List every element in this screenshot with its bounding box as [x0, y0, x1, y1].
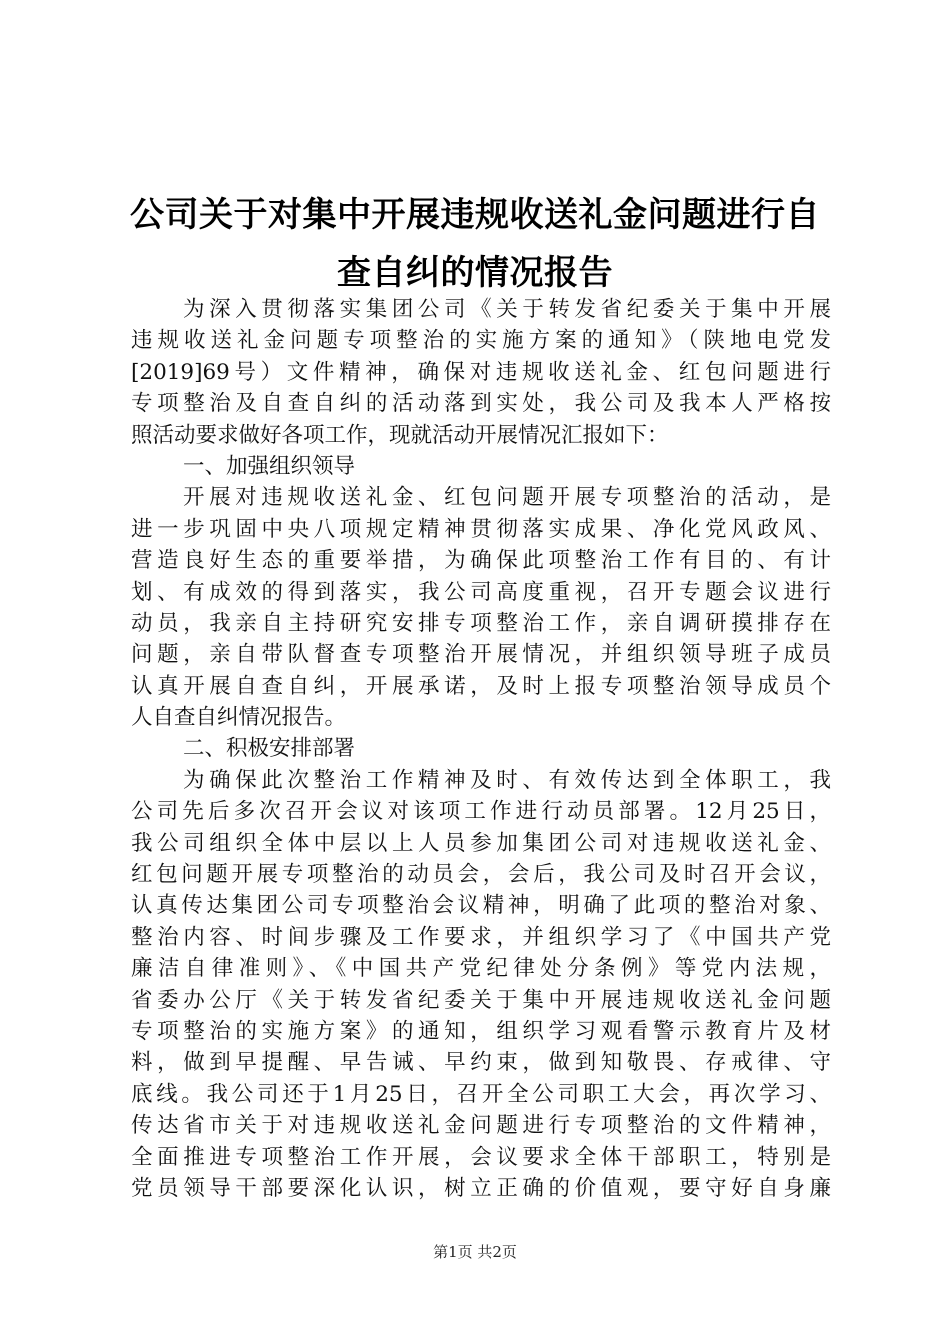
paragraph-line: 进一步巩固中央八项规定精神贯彻落实成果、净化党风政风、 [131, 516, 831, 542]
paragraph-line: 专项整治的实施方案》的通知，组织学习观看警示教育片及材 [131, 1018, 831, 1044]
paragraph-line: 廉洁自律准则》、《中国共产党纪律处分条例》等党内法规， [131, 956, 831, 982]
paragraph-line: 人自查自纠情况报告。 [131, 705, 347, 731]
document-body [131, 294, 831, 1204]
paragraph-line: [2019]69号）文件精神，确保对违规收送礼金、红包问题进行 [131, 359, 831, 385]
paragraph-line: 底线。我公司还于1月25日，召开全公司职工大会，再次学习、 [131, 1081, 831, 1107]
paragraph-line: 整治内容、时间步骤及工作要求，并组织学习了《中国共产党 [131, 924, 831, 950]
paragraph-line: 划、有成效的得到落实，我公司高度重视，召开专题会议进行 [131, 579, 831, 605]
paragraph-line: 开展对违规收送礼金、红包问题开展专项整治的活动，是 [183, 485, 831, 511]
paragraph-line: 全面推进专项整治工作开展，会议要求全体干部职工，特别是 [131, 1144, 831, 1170]
document-title [112, 186, 838, 302]
paragraph-line: 专项整治及自查自纠的活动落到实处，我公司及我本人严格按 [131, 391, 831, 417]
paragraph-line: 党员领导干部要深化认识，树立正确的价值观，要守好自身廉 [131, 1175, 831, 1201]
paragraph-line: 动员，我亲自主持研究安排专项整治工作，亲自调研摸排存在 [131, 610, 831, 636]
paragraph-line: 公司先后多次召开会议对该项工作进行动员部署。12月25日， [131, 799, 831, 825]
paragraph-line: 传达省市关于对违规收送礼金问题进行专项整治的文件精神， [131, 1113, 831, 1139]
paragraph-line: 省委办公厅《关于转发省纪委关于集中开展违规收送礼金问题 [131, 987, 831, 1013]
paragraph-line: 问题，亲自带队督查专项整治开展情况，并组织领导班子成员 [131, 642, 831, 668]
paragraph-line: 红包问题开展专项整治的动员会，会后，我公司及时召开会议， [131, 862, 831, 888]
paragraph-line: 为确保此次整治工作精神及时、有效传达到全体职工，我 [183, 767, 831, 793]
paragraph-line: 照活动要求做好各项工作，现就活动开展情况汇报如下： [131, 422, 669, 448]
title-line-1: 公司关于对集中开展违规收送礼金问题进行自 [130, 195, 820, 235]
section-heading-1: 一、加强组织领导 [183, 453, 356, 479]
paragraph-line: 料，做到早提醒、早告诫、早约束，做到知敬畏、存戒律、守 [131, 1050, 831, 1076]
title-line-2: 查自纠的情况报告 [337, 253, 613, 293]
paragraph-line: 认真开展自查自纠，开展承诺，及时上报专项整治领导成员个 [131, 673, 831, 699]
paragraph-line: 为深入贯彻落实集团公司《关于转发省纪委关于集中开展 [183, 297, 831, 322]
paragraph-line: 我公司组织全体中层以上人员参加集团公司对违规收送礼金、 [131, 830, 831, 856]
paragraph-line: 营造良好生态的重要举措，为确保此项整治工作有目的、有计 [131, 548, 831, 574]
page-number-footer: 第1页 共2页 [433, 1243, 517, 1261]
paragraph-line: 违规收送礼金问题专项整治的实施方案的通知》（陕地电党发 [131, 328, 831, 354]
paragraph-line: 认真传达集团公司专项整治会议精神，明确了此项的整治对象、 [131, 893, 831, 919]
section-heading-2: 二、积极安排部署 [183, 736, 356, 762]
